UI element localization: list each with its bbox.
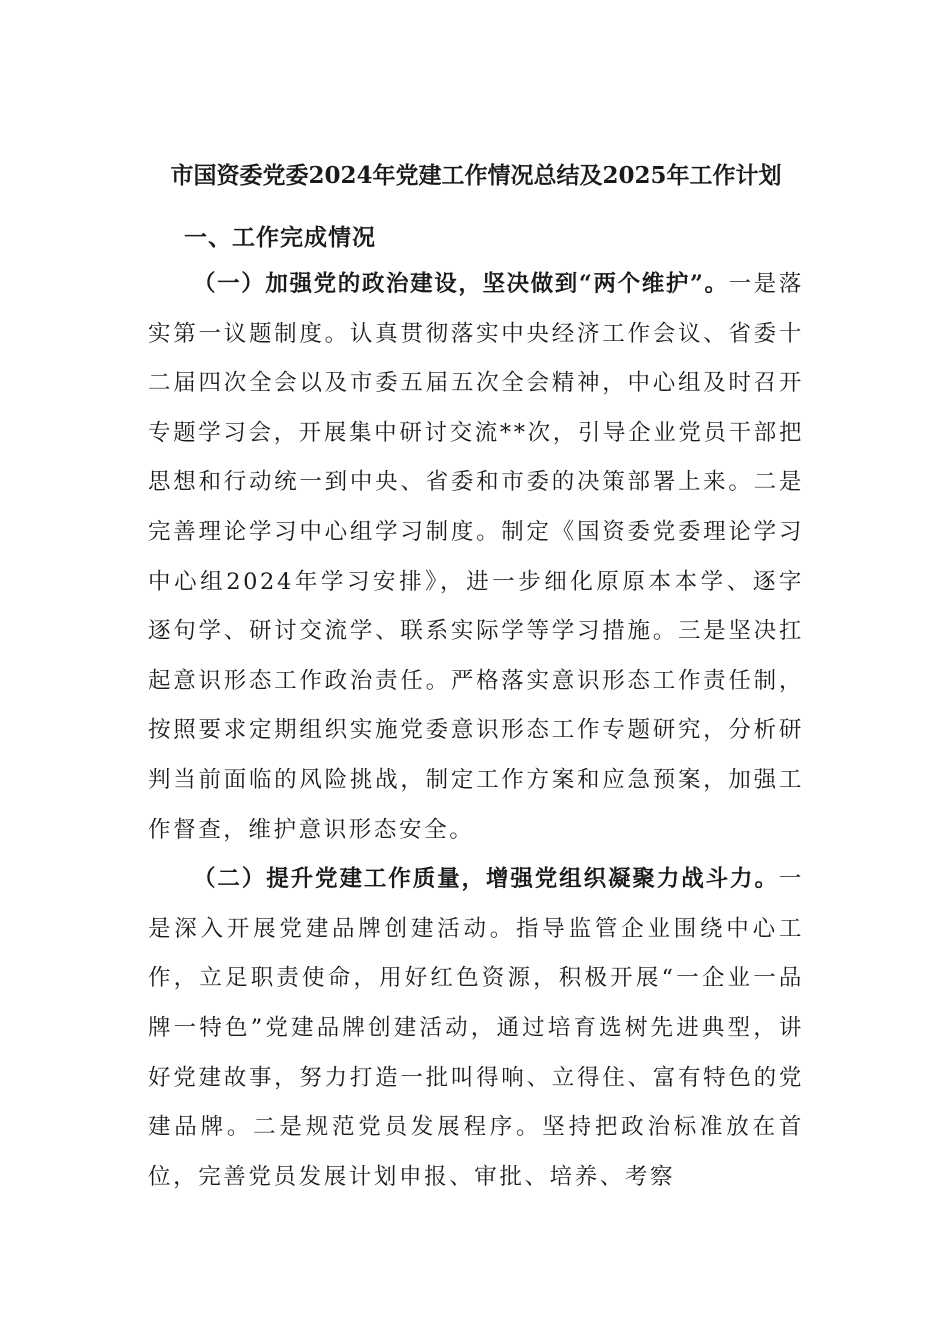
document-page [148, 154, 804, 1202]
paragraph-party-quality [148, 855, 804, 1202]
paragraph-body-political-building: 一是落实第一议题制度。认真贯彻落实中央经济工作会议、省委十二届四次全会以及市委五届五次全会精神，中心组及时召开专题学习会，开展集中研讨交流**次，引导企业党员干部把思想和行动统一到中央、省委和市委的决策部署上来。二是完善理论学习中心组学习制度。制定《国资委党委理论学习中心组2024年学习安排》，进一步细化原原本本学、逐字逐句学、研讨交流学、联系实际学等学习措施。三是坚决扛起意识形态工作政治责任。严格落实意识形态工作责任制，按照要求定期组织实施党委意识形态工作专题研究，分析研判当前面临的风险挑战，制定工作方案和应急预案，加强工作督查，维护意识形态安全。 [148, 271, 804, 843]
paragraph-political-building [148, 260, 804, 855]
section-heading-work-completion: 一、工作完成情况 [184, 224, 376, 251]
document-title: 市国资委党委2024年党建工作情况总结及2025年工作计划 [170, 162, 782, 189]
paragraph-body-party-quality: 一是深入开展党建品牌创建活动。指导监管企业围绕中心工作，立足职责使命，用好红色资源，积极开展“一企业一品牌一特色”党建品牌创建活动，通过培育选树先进典型，讲好党建故事，努力打造一批叫得响、立得住、富有特色的党建品牌。二是规范党员发展程序。坚持把政治标准放在首位，完善党员发展计划申报、审批、培养、考察 [148, 866, 804, 1190]
paragraph-lead-political-building: （一）加强党的政治建设，坚决做到“两个维护”。 [193, 271, 729, 297]
paragraph-lead-party-quality: （二）提升党建工作质量，增强党组织凝聚力战斗力。 [193, 866, 779, 893]
